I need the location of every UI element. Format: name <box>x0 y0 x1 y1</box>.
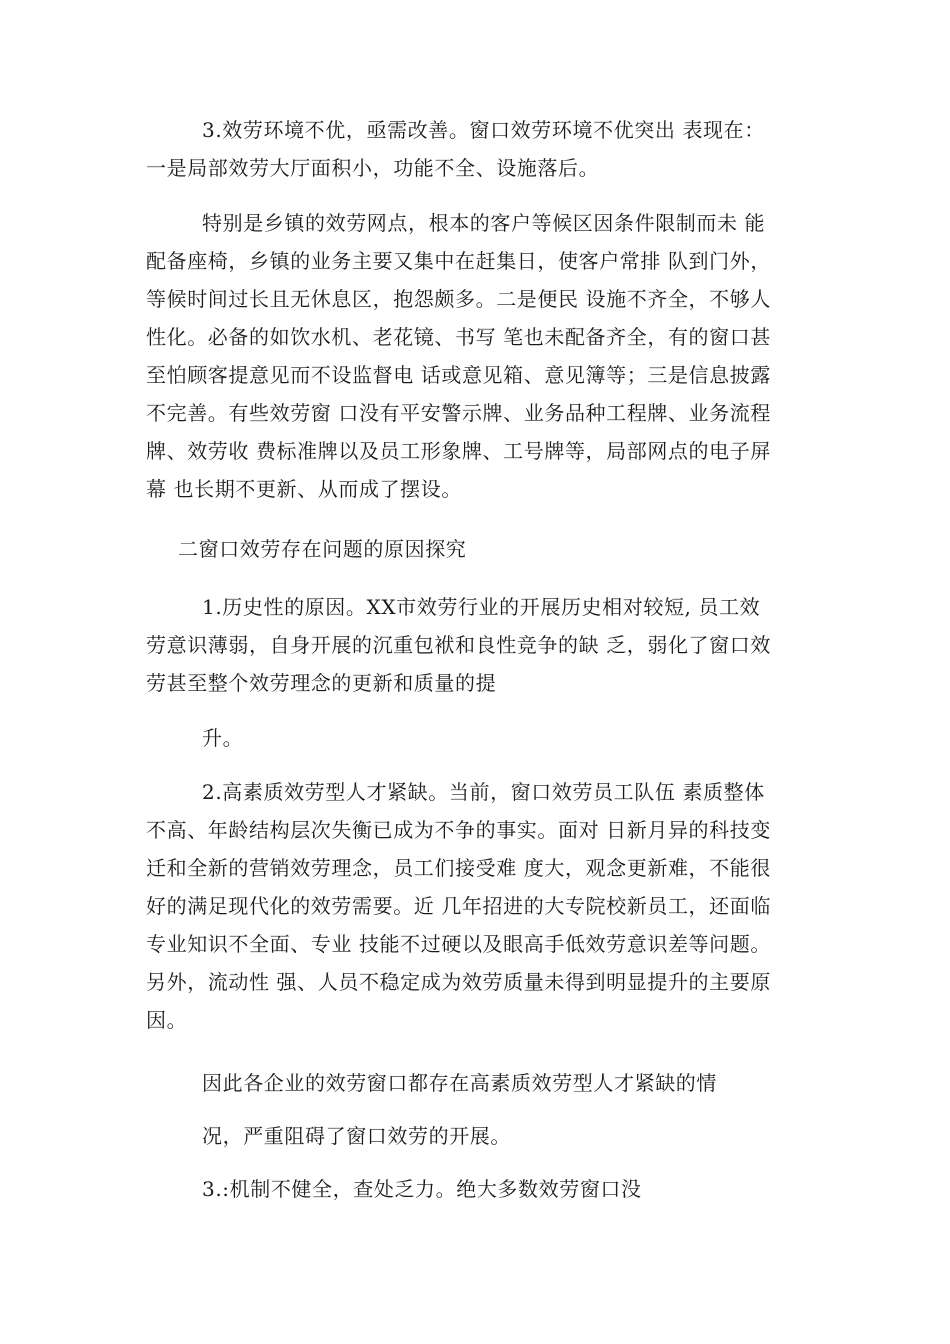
text-line: 特别是乡镇的效劳网点，根本的客户等候区因条件限制而未 能 <box>202 211 766 235</box>
text-line: 好的满足现代化的效劳需要。近 几年招进的大专院校新员工，还面临 <box>146 894 771 918</box>
text-line: 2.高素质效劳型人才紧缺。当前，窗口效劳员工队伍 素质整体 <box>202 780 765 804</box>
text-line: 另外，流动性 强、人员不稳定成为效劳质量未得到明显提升的主要原 <box>146 970 771 994</box>
text-line: 配备座椅，乡镇的业务主要又集中在赶集日，使客户常排 队到门外， <box>146 249 771 273</box>
text-line: 因此各企业的效劳窗口都存在高素质效劳型人才紧缺的情 <box>202 1071 717 1095</box>
text-line: 1.历史性的原因。XX市效劳行业的开展历史相对较短, 员工效 <box>202 595 761 619</box>
text-line: 因。 <box>146 1008 188 1032</box>
text-line: 至怕顾客提意见而不设监督电 话或意见箱、意见簿等；三是信息披露 <box>146 363 771 387</box>
text-line: 3.效劳环境不优，亟需改善。窗口效劳环境不优突出 表现在： <box>202 118 765 142</box>
text-line: 况，严重阻碍了窗口效劳的开展。 <box>202 1124 511 1148</box>
text-line: 迁和全新的营销效劳理念，员工们接受难 度大，观念更新难，不能很 <box>146 856 771 880</box>
heading-line: 二窗口效劳存在问题的原因探究 <box>178 537 467 561</box>
text-line: 专业知识不全面、专业 技能不过硬以及眼高手低效劳意识差等问题。 <box>146 932 771 956</box>
text-line: 劳意识薄弱，自身开展的沉重包袱和良性竞争的缺 乏，弱化了窗口效 <box>146 633 771 657</box>
text-line: 幕 也长期不更新、从而成了摆设。 <box>146 477 462 501</box>
text-line: 升。 <box>202 726 244 750</box>
text-line: 3.:机制不健全，查处乏力。绝大多数效劳窗口没 <box>202 1177 642 1201</box>
text-line: 一是局部效劳大厅面积小，功能不全、设施落后。 <box>146 156 600 180</box>
text-line: 性化。必备的如饮水机、老花镜、书写 笔也未配备齐全，有的窗口甚 <box>146 325 771 349</box>
text-line: 牌、效劳收 费标准牌以及员工形象牌、工号牌等，局部网点的电子屏 <box>146 439 771 463</box>
text-line: 不完善。有些效劳窗 口没有平安警示牌、业务品种工程牌、业务流程 <box>146 401 771 425</box>
text-line: 不高、年龄结构层次失衡已成为不争的事实。面对 日新月异的科技变 <box>146 818 771 842</box>
text-line: 劳甚至整个效劳理念的更新和质量的提 <box>146 671 497 695</box>
text-line: 等候时间过长且无休息区，抱怨颇多。二是便民 设施不齐全，不够人 <box>146 287 771 311</box>
